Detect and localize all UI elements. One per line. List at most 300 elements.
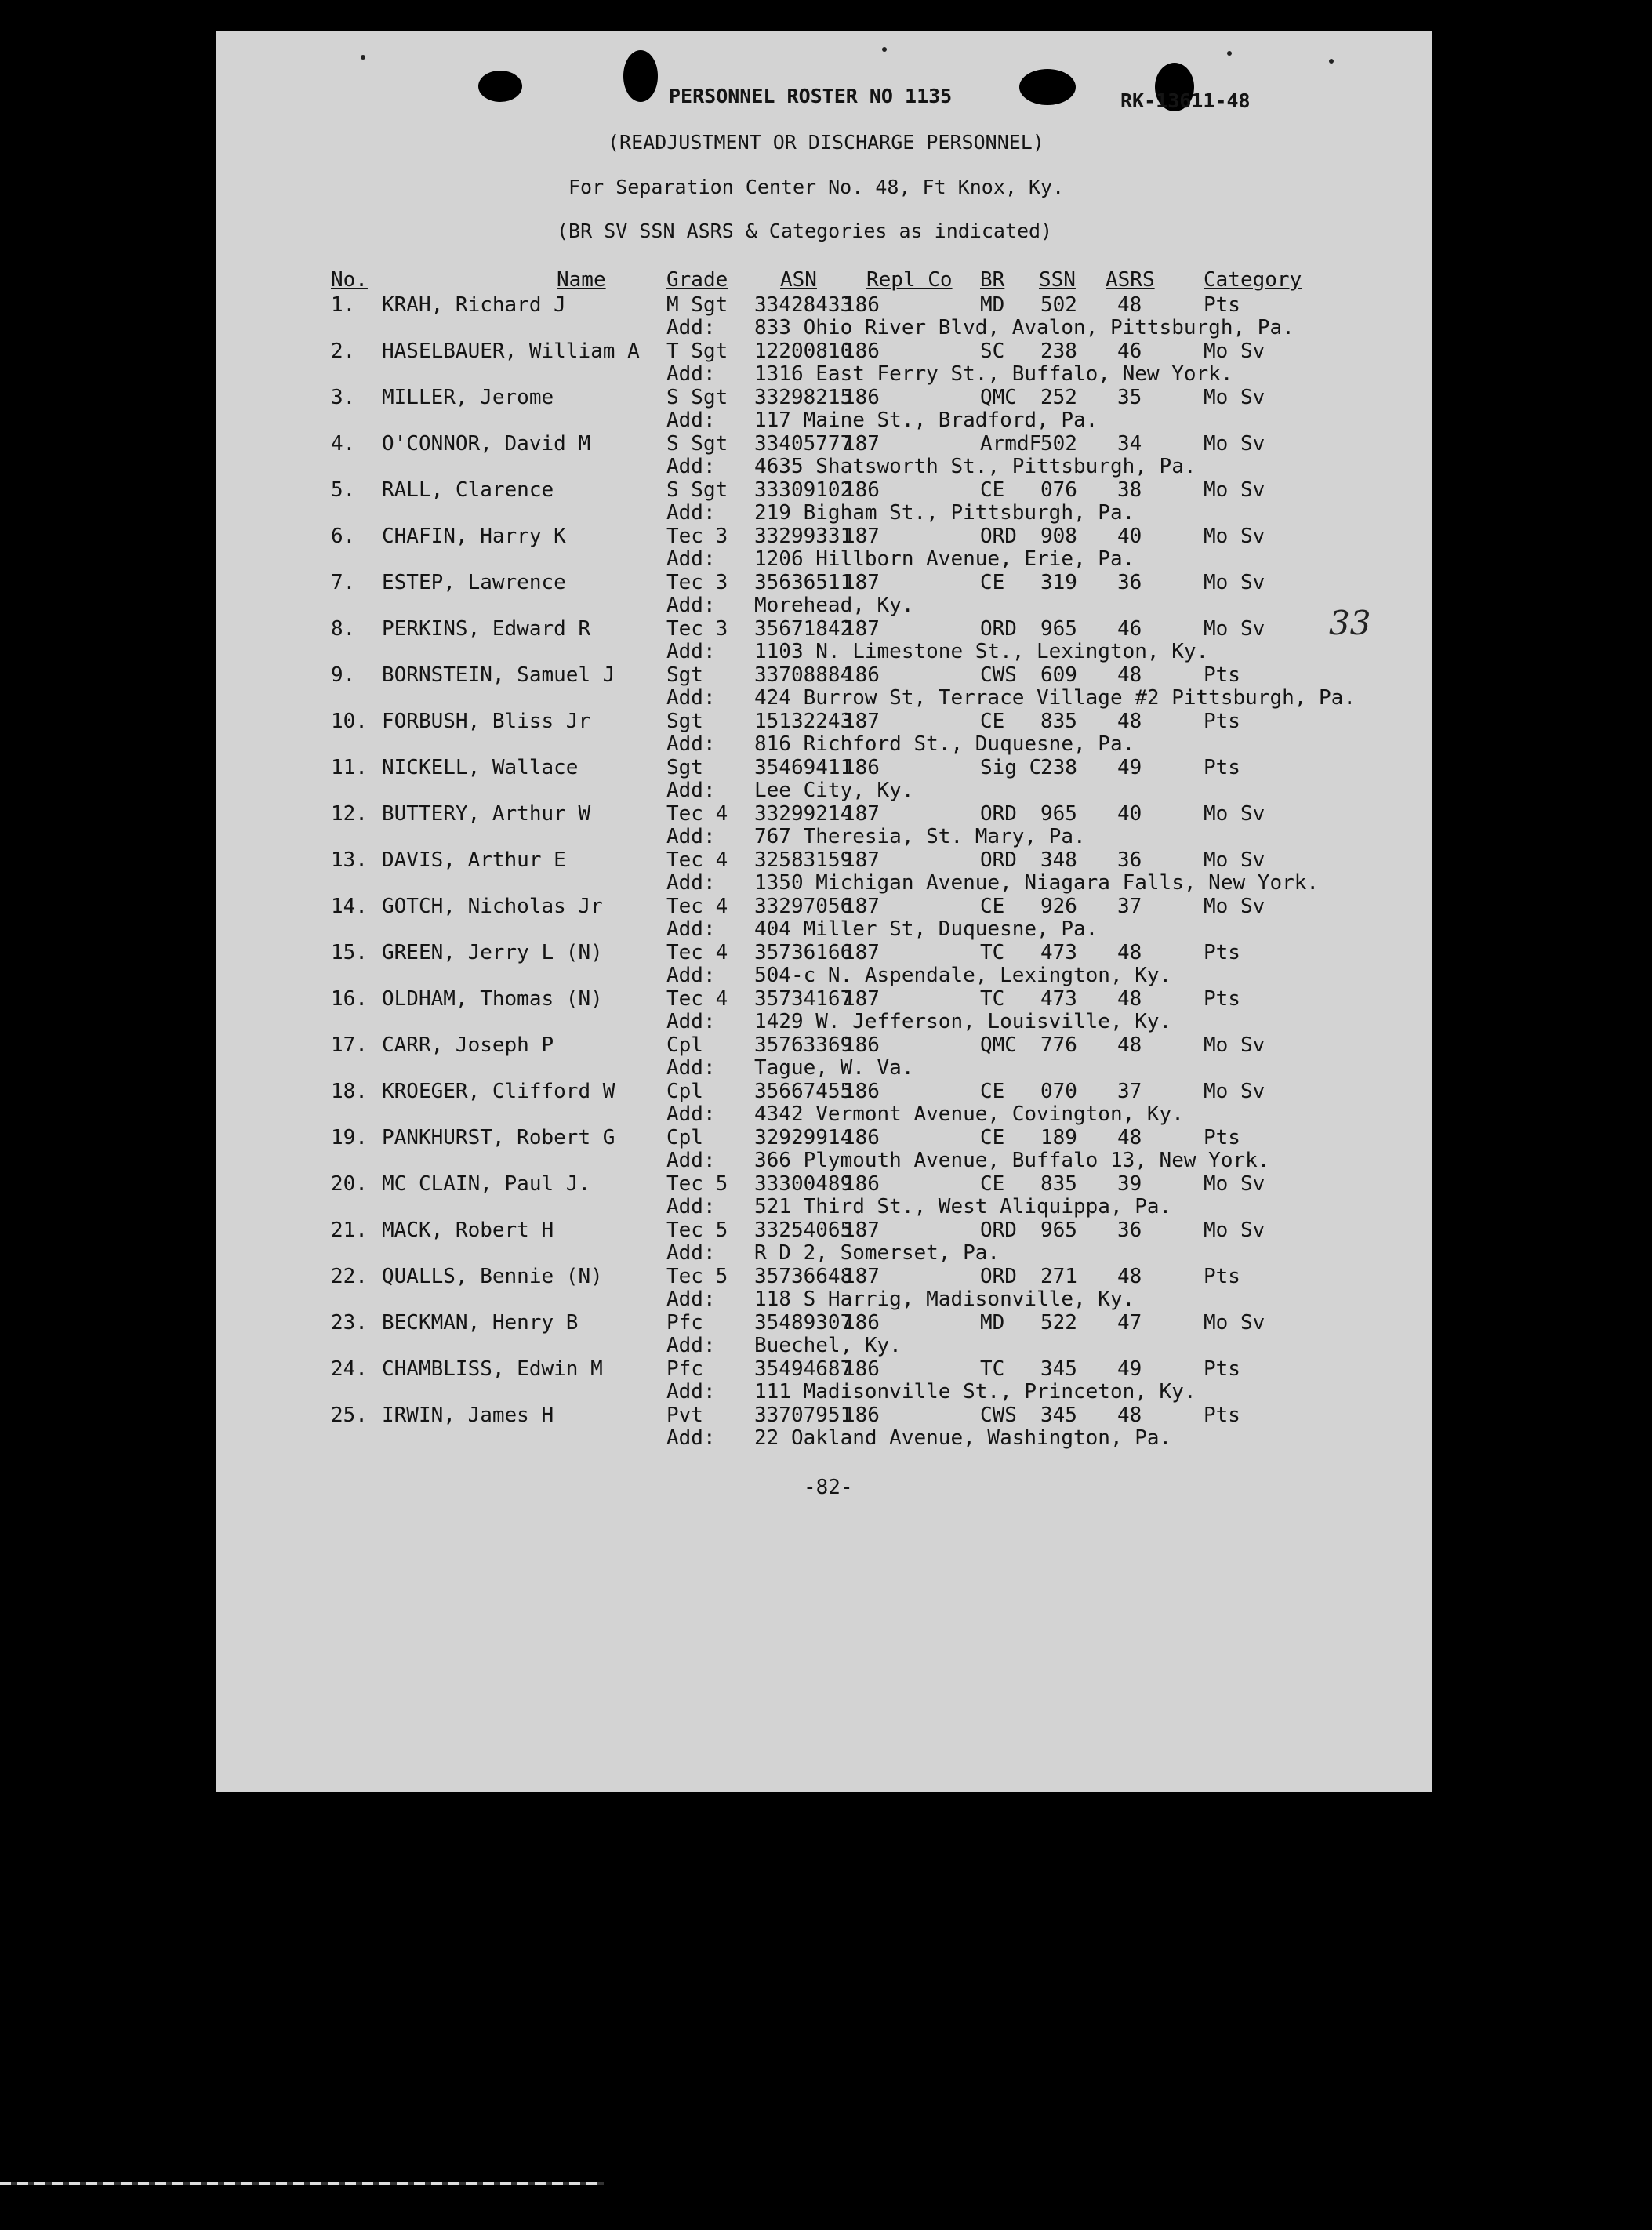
entry-category: Pts — [1204, 1126, 1240, 1150]
punch-hole-center-right — [1019, 69, 1076, 105]
entry-branch: Sig C — [980, 756, 1042, 779]
entry-address: 1429 W. Jefferson, Louisville, Ky. — [754, 1010, 1172, 1033]
entry-number: 12. — [331, 802, 368, 826]
entry-asn: 15132243 — [754, 710, 853, 733]
entry-grade: Tec 5 — [666, 1172, 728, 1196]
entry-category: Mo Sv — [1204, 571, 1265, 594]
entry-category: Mo Sv — [1204, 802, 1265, 826]
entry-address: 1350 Michigan Avenue, Niagara Falls, New York. — [754, 871, 1320, 895]
entry-name: PERKINS, Edward R — [382, 617, 591, 641]
entry-repl-co: 186 — [843, 386, 880, 409]
entry-branch: TC — [980, 987, 1005, 1011]
column-header-asrs: ASRS — [1106, 268, 1155, 292]
entry-branch: CE — [980, 1126, 1005, 1150]
entry-grade: Pfc — [666, 1311, 703, 1335]
entry-category: Mo Sv — [1204, 1080, 1265, 1103]
entry-repl-co: 186 — [843, 1172, 880, 1196]
entry-branch: CWS — [980, 663, 1017, 687]
entry-ssn: 609 — [1040, 663, 1077, 687]
entry-branch: MD — [980, 1311, 1005, 1335]
entry-branch: CE — [980, 1172, 1005, 1196]
entry-number: 14. — [331, 895, 368, 918]
entry-category: Pts — [1204, 941, 1240, 964]
entry-address-label: Add: — [666, 1380, 716, 1404]
entry-number: 4. — [331, 432, 356, 456]
entry-address: Buechel, Ky. — [754, 1334, 902, 1357]
entry-name: IRWIN, James H — [382, 1404, 554, 1427]
entry-grade: Tec 5 — [666, 1265, 728, 1288]
entry-ssn: 522 — [1040, 1311, 1077, 1335]
entry-asn: 33254065 — [754, 1219, 853, 1242]
entry-grade: Cpl — [666, 1080, 703, 1103]
entry-address-label: Add: — [666, 686, 716, 710]
entry-branch: TC — [980, 1357, 1005, 1381]
entry-ssn: 776 — [1040, 1033, 1077, 1057]
entry-address: 219 Bigham St., Pittsburgh, Pa. — [754, 501, 1135, 525]
roster-reference: RK-13611-48 — [1120, 89, 1251, 112]
entry-number: 21. — [331, 1219, 368, 1242]
entry-branch: CE — [980, 710, 1005, 733]
entry-repl-co: 186 — [843, 663, 880, 687]
entry-asrs: 48 — [1117, 710, 1142, 733]
entry-branch: ArmdF — [980, 432, 1042, 456]
entry-branch: ORD — [980, 525, 1017, 548]
entry-address-label: Add: — [666, 825, 716, 848]
entry-name: MILLER, Jerome — [382, 386, 554, 409]
entry-address: 117 Maine St., Bradford, Pa. — [754, 409, 1098, 432]
entry-asrs: 34 — [1117, 432, 1142, 456]
entry-category: Pts — [1204, 1404, 1240, 1427]
entry-number: 13. — [331, 848, 368, 872]
entry-asn: 33405777 — [754, 432, 853, 456]
entry-address: 4342 Vermont Avenue, Covington, Ky. — [754, 1102, 1184, 1126]
entry-category: Mo Sv — [1204, 525, 1265, 548]
entry-address-label: Add: — [666, 1288, 716, 1311]
entry-asn: 33297056 — [754, 895, 853, 918]
entry-ssn: 835 — [1040, 710, 1077, 733]
entry-ssn: 473 — [1040, 987, 1077, 1011]
entry-ssn: 271 — [1040, 1265, 1077, 1288]
entry-asn: 32583159 — [754, 848, 853, 872]
separation-center: For Separation Center No. 48, Ft Knox, Ky. — [568, 176, 1065, 198]
entry-address: 1103 N. Limestone St., Lexington, Ky. — [754, 640, 1209, 663]
entry-number: 7. — [331, 571, 356, 594]
entry-address-label: Add: — [666, 1241, 716, 1265]
entry-number: 11. — [331, 756, 368, 779]
entry-asn: 35489307 — [754, 1311, 853, 1335]
entry-branch: MD — [980, 293, 1005, 317]
entry-number: 8. — [331, 617, 356, 641]
entry-address-label: Add: — [666, 501, 716, 525]
entry-asrs: 37 — [1117, 1080, 1142, 1103]
entry-asrs: 48 — [1117, 1404, 1142, 1427]
column-header-asn: ASN — [780, 268, 817, 292]
entry-grade: M Sgt — [666, 293, 728, 317]
entry-grade: Pfc — [666, 1357, 703, 1381]
entry-asrs: 48 — [1117, 1033, 1142, 1057]
entry-address: 767 Theresia, St. Mary, Pa. — [754, 825, 1086, 848]
speck — [1227, 51, 1232, 56]
entry-ssn: 502 — [1040, 432, 1077, 456]
punch-hole-center-left — [623, 50, 658, 102]
entry-branch: SC — [980, 340, 1005, 363]
entry-branch: ORD — [980, 848, 1017, 872]
entry-category: Mo Sv — [1204, 340, 1265, 363]
entry-grade: Tec 5 — [666, 1219, 728, 1242]
entry-branch: CE — [980, 895, 1005, 918]
entry-repl-co: 186 — [843, 1311, 880, 1335]
entry-asrs: 36 — [1117, 571, 1142, 594]
entry-branch: TC — [980, 941, 1005, 964]
entry-address-label: Add: — [666, 732, 716, 756]
entry-repl-co: 187 — [843, 617, 880, 641]
entry-repl-co: 187 — [843, 432, 880, 456]
entry-number: 6. — [331, 525, 356, 548]
entry-address: R D 2, Somerset, Pa. — [754, 1241, 1000, 1265]
speck — [882, 47, 887, 52]
entry-asn: 35667455 — [754, 1080, 853, 1103]
entry-category: Mo Sv — [1204, 386, 1265, 409]
entry-asrs: 36 — [1117, 1219, 1142, 1242]
entry-number: 9. — [331, 663, 356, 687]
entry-repl-co: 187 — [843, 802, 880, 826]
entry-asrs: 48 — [1117, 663, 1142, 687]
margin-handwritten-number: 33 — [1329, 604, 1371, 642]
entry-asn: 33298215 — [754, 386, 853, 409]
entry-address: 404 Miller St, Duquesne, Pa. — [754, 917, 1098, 941]
entry-asn: 35736648 — [754, 1265, 853, 1288]
entry-grade: Tec 4 — [666, 802, 728, 826]
entry-repl-co: 186 — [843, 1033, 880, 1057]
entry-asn: 33300489 — [754, 1172, 853, 1196]
entry-address-label: Add: — [666, 1334, 716, 1357]
entry-number: 18. — [331, 1080, 368, 1103]
entry-address: Tague, W. Va. — [754, 1056, 914, 1080]
entry-category: Pts — [1204, 756, 1240, 779]
entry-name: BECKMAN, Henry B — [382, 1311, 579, 1335]
entry-repl-co: 186 — [843, 1126, 880, 1150]
entry-number: 23. — [331, 1311, 368, 1335]
speck — [361, 55, 365, 60]
roster-subtitle: (READJUSTMENT OR DISCHARGE PERSONNEL) — [608, 131, 1044, 154]
entry-category: Pts — [1204, 710, 1240, 733]
entry-ssn: 965 — [1040, 1219, 1077, 1242]
entry-ssn: 252 — [1040, 386, 1077, 409]
entry-address: 833 Ohio River Blvd, Avalon, Pittsburgh, Pa. — [754, 316, 1294, 340]
column-header-br: BR — [980, 268, 1005, 292]
entry-repl-co: 187 — [843, 710, 880, 733]
entry-repl-co: 186 — [843, 478, 880, 502]
entry-repl-co: 187 — [843, 941, 880, 964]
entry-name: ESTEP, Lawrence — [382, 571, 566, 594]
entry-ssn: 345 — [1040, 1404, 1077, 1427]
entry-asrs: 46 — [1117, 617, 1142, 641]
entry-category: Mo Sv — [1204, 478, 1265, 502]
entry-address: 4635 Shatsworth St., Pittsburgh, Pa. — [754, 455, 1196, 478]
entry-category: Mo Sv — [1204, 617, 1265, 641]
entry-ssn: 189 — [1040, 1126, 1077, 1150]
entry-address: 22 Oakland Avenue, Washington, Pa. — [754, 1426, 1172, 1450]
entry-ssn: 502 — [1040, 293, 1077, 317]
entry-address-label: Add: — [666, 779, 716, 802]
entry-address-label: Add: — [666, 1102, 716, 1126]
entry-address: 118 S Harrig, Madisonville, Ky. — [754, 1288, 1135, 1311]
entry-address: 1316 East Ferry St., Buffalo, New York. — [754, 362, 1233, 386]
entry-address-label: Add: — [666, 1149, 716, 1172]
entry-repl-co: 187 — [843, 571, 880, 594]
entry-category: Mo Sv — [1204, 432, 1265, 456]
entry-ssn: 473 — [1040, 941, 1077, 964]
entry-asrs: 37 — [1117, 895, 1142, 918]
entry-address-label: Add: — [666, 594, 716, 617]
entry-grade: Cpl — [666, 1033, 703, 1057]
entry-name: CHAFIN, Harry K — [382, 525, 566, 548]
entry-ssn: 965 — [1040, 617, 1077, 641]
entry-asrs: 49 — [1117, 1357, 1142, 1381]
roster-page — [216, 31, 1432, 1792]
entry-ssn: 965 — [1040, 802, 1077, 826]
entry-address-label: Add: — [666, 409, 716, 432]
entry-number: 16. — [331, 987, 368, 1011]
entry-grade: S Sgt — [666, 432, 728, 456]
entry-category: Mo Sv — [1204, 848, 1265, 872]
entry-name: DAVIS, Arthur E — [382, 848, 566, 872]
entry-grade: Cpl — [666, 1126, 703, 1150]
entry-address: 521 Third St., West Aliquippa, Pa. — [754, 1195, 1172, 1219]
entry-asrs: 35 — [1117, 386, 1142, 409]
entry-category: Mo Sv — [1204, 895, 1265, 918]
entry-number: 25. — [331, 1404, 368, 1427]
entry-category: Mo Sv — [1204, 1033, 1265, 1057]
entry-name: PANKHURST, Robert G — [382, 1126, 615, 1150]
entry-name: OLDHAM, Thomas (N) — [382, 987, 603, 1011]
entry-address-label: Add: — [666, 640, 716, 663]
entry-name: BORNSTEIN, Samuel J — [382, 663, 615, 687]
entry-asrs: 48 — [1117, 293, 1142, 317]
entry-asn: 33309102 — [754, 478, 853, 502]
entry-ssn: 319 — [1040, 571, 1077, 594]
entry-asrs: 48 — [1117, 1265, 1142, 1288]
entry-category: Pts — [1204, 1265, 1240, 1288]
punch-hole-left — [478, 71, 522, 102]
entry-repl-co: 187 — [843, 895, 880, 918]
entry-asn: 33708884 — [754, 663, 853, 687]
entry-grade: Tec 4 — [666, 848, 728, 872]
entry-name: CHAMBLISS, Edwin M — [382, 1357, 603, 1381]
entry-address: 504-c N. Aspendale, Lexington, Ky. — [754, 964, 1172, 987]
entry-grade: Sgt — [666, 663, 703, 687]
entry-repl-co: 186 — [843, 1404, 880, 1427]
entry-repl-co: 187 — [843, 848, 880, 872]
entry-asn: 33299331 — [754, 525, 853, 548]
entry-number: 24. — [331, 1357, 368, 1381]
entry-ssn: 835 — [1040, 1172, 1077, 1196]
entry-branch: ORD — [980, 617, 1017, 641]
entry-repl-co: 187 — [843, 987, 880, 1011]
entry-address-label: Add: — [666, 917, 716, 941]
entry-branch: QMC — [980, 1033, 1017, 1057]
entry-name: NICKELL, Wallace — [382, 756, 579, 779]
roster-title: PERSONNEL ROSTER NO 1135 — [669, 85, 953, 107]
entry-name: FORBUSH, Bliss Jr — [382, 710, 591, 733]
roster-note: (BR SV SSN ASRS & Categories as indicated) — [557, 220, 1053, 242]
entry-address-label: Add: — [666, 455, 716, 478]
entry-asn: 35671842 — [754, 617, 853, 641]
entry-number: 17. — [331, 1033, 368, 1057]
column-header-category: Category — [1204, 268, 1302, 292]
entry-ssn: 076 — [1040, 478, 1077, 502]
entry-repl-co: 186 — [843, 756, 880, 779]
entry-grade: S Sgt — [666, 478, 728, 502]
entry-address-label: Add: — [666, 1426, 716, 1450]
column-header-ssn: SSN — [1039, 268, 1076, 292]
entry-address: 1206 Hillborn Avenue, Erie, Pa. — [754, 547, 1135, 571]
entry-grade: S Sgt — [666, 386, 728, 409]
entry-asrs: 49 — [1117, 756, 1142, 779]
entry-asrs: 46 — [1117, 340, 1142, 363]
entry-address-label: Add: — [666, 1010, 716, 1033]
page-number: -82- — [804, 1476, 853, 1499]
entry-name: GREEN, Jerry L (N) — [382, 941, 603, 964]
entry-asrs: 48 — [1117, 987, 1142, 1011]
entry-name: GOTCH, Nicholas Jr — [382, 895, 603, 918]
entry-name: O'CONNOR, David M — [382, 432, 591, 456]
entry-address-label: Add: — [666, 964, 716, 987]
entry-address: Morehead, Ky. — [754, 594, 914, 617]
entry-category: Pts — [1204, 663, 1240, 687]
entry-ssn: 908 — [1040, 525, 1077, 548]
entry-grade: Tec 4 — [666, 895, 728, 918]
entry-name: BUTTERY, Arthur W — [382, 802, 591, 826]
entry-branch: ORD — [980, 1265, 1017, 1288]
entry-grade: T Sgt — [666, 340, 728, 363]
entry-number: 2. — [331, 340, 356, 363]
entry-asn: 35636511 — [754, 571, 853, 594]
entry-asn: 33428433 — [754, 293, 853, 317]
entry-address: 111 Madisonville St., Princeton, Ky. — [754, 1380, 1196, 1404]
entry-ssn: 238 — [1040, 756, 1077, 779]
entry-name: QUALLS, Bennie (N) — [382, 1265, 603, 1288]
entry-grade: Tec 4 — [666, 987, 728, 1011]
entry-address-label: Add: — [666, 1195, 716, 1219]
entry-address: 424 Burrow St, Terrace Village #2 Pittsburgh, Pa. — [754, 686, 1356, 710]
entry-name: MC CLAIN, Paul J. — [382, 1172, 591, 1196]
entry-address-label: Add: — [666, 547, 716, 571]
entry-number: 22. — [331, 1265, 368, 1288]
entry-address-label: Add: — [666, 362, 716, 386]
column-header-no: No. — [331, 268, 368, 292]
entry-name: RALL, Clarence — [382, 478, 554, 502]
entry-grade: Pvt — [666, 1404, 703, 1427]
entry-asn: 33707951 — [754, 1404, 853, 1427]
entry-name: KROEGER, Clifford W — [382, 1080, 615, 1103]
entry-grade: Tec 4 — [666, 941, 728, 964]
entry-number: 19. — [331, 1126, 368, 1150]
entry-category: Pts — [1204, 987, 1240, 1011]
entry-asn: 35469411 — [754, 756, 853, 779]
entry-ssn: 070 — [1040, 1080, 1077, 1103]
entry-category: Pts — [1204, 293, 1240, 317]
entry-name: KRAH, Richard J — [382, 293, 566, 317]
entry-branch: QMC — [980, 386, 1017, 409]
entry-address-label: Add: — [666, 871, 716, 895]
entry-branch: CE — [980, 571, 1005, 594]
entry-number: 5. — [331, 478, 356, 502]
entry-branch: CE — [980, 478, 1005, 502]
entry-grade: Tec 3 — [666, 525, 728, 548]
column-header-grade: Grade — [666, 268, 728, 292]
entry-address-label: Add: — [666, 316, 716, 340]
film-edge-strip — [0, 2182, 604, 2185]
entry-asrs: 48 — [1117, 941, 1142, 964]
entry-asn: 35763369 — [754, 1033, 853, 1057]
column-header-name: Name — [557, 268, 606, 292]
entry-asn: 35736166 — [754, 941, 853, 964]
entry-asn: 12200810 — [754, 340, 853, 363]
entry-repl-co: 186 — [843, 1080, 880, 1103]
entry-asrs: 48 — [1117, 1126, 1142, 1150]
entry-repl-co: 187 — [843, 1219, 880, 1242]
entry-category: Mo Sv — [1204, 1172, 1265, 1196]
entry-address: 366 Plymouth Avenue, Buffalo 13, New York. — [754, 1149, 1270, 1172]
entry-number: 1. — [331, 293, 356, 317]
entry-category: Pts — [1204, 1357, 1240, 1381]
entry-number: 15. — [331, 941, 368, 964]
entry-branch: ORD — [980, 802, 1017, 826]
entry-asn: 35734167 — [754, 987, 853, 1011]
column-header-repl: Repl Co — [866, 268, 953, 292]
entry-branch: CE — [980, 1080, 1005, 1103]
entry-repl-co: 186 — [843, 340, 880, 363]
entry-repl-co: 186 — [843, 293, 880, 317]
entry-address: Lee City, Ky. — [754, 779, 914, 802]
entry-number: 3. — [331, 386, 356, 409]
entry-name: MACK, Robert H — [382, 1219, 554, 1242]
entry-asrs: 47 — [1117, 1311, 1142, 1335]
entry-asn: 35494687 — [754, 1357, 853, 1381]
entry-name: CARR, Joseph P — [382, 1033, 554, 1057]
entry-grade: Tec 3 — [666, 617, 728, 641]
entry-asrs: 38 — [1117, 478, 1142, 502]
entry-asrs: 39 — [1117, 1172, 1142, 1196]
entry-ssn: 238 — [1040, 340, 1077, 363]
entry-branch: CWS — [980, 1404, 1017, 1427]
entry-grade: Sgt — [666, 710, 703, 733]
entry-category: Mo Sv — [1204, 1219, 1265, 1242]
entry-address-label: Add: — [666, 1056, 716, 1080]
entry-address: 816 Richford St., Duquesne, Pa. — [754, 732, 1135, 756]
entry-asrs: 36 — [1117, 848, 1142, 872]
entry-number: 20. — [331, 1172, 368, 1196]
entry-ssn: 345 — [1040, 1357, 1077, 1381]
entry-asrs: 40 — [1117, 525, 1142, 548]
entry-category: Mo Sv — [1204, 1311, 1265, 1335]
entry-branch: ORD — [980, 1219, 1017, 1242]
entry-grade: Tec 3 — [666, 571, 728, 594]
entry-number: 10. — [331, 710, 368, 733]
entry-ssn: 926 — [1040, 895, 1077, 918]
entry-name: HASELBAUER, William A — [382, 340, 640, 363]
speck — [1329, 59, 1334, 64]
entry-ssn: 348 — [1040, 848, 1077, 872]
entry-repl-co: 187 — [843, 525, 880, 548]
entry-grade: Sgt — [666, 756, 703, 779]
entry-asn: 32929914 — [754, 1126, 853, 1150]
entry-repl-co: 187 — [843, 1265, 880, 1288]
entry-repl-co: 186 — [843, 1357, 880, 1381]
entry-asn: 33299214 — [754, 802, 853, 826]
entry-asrs: 40 — [1117, 802, 1142, 826]
